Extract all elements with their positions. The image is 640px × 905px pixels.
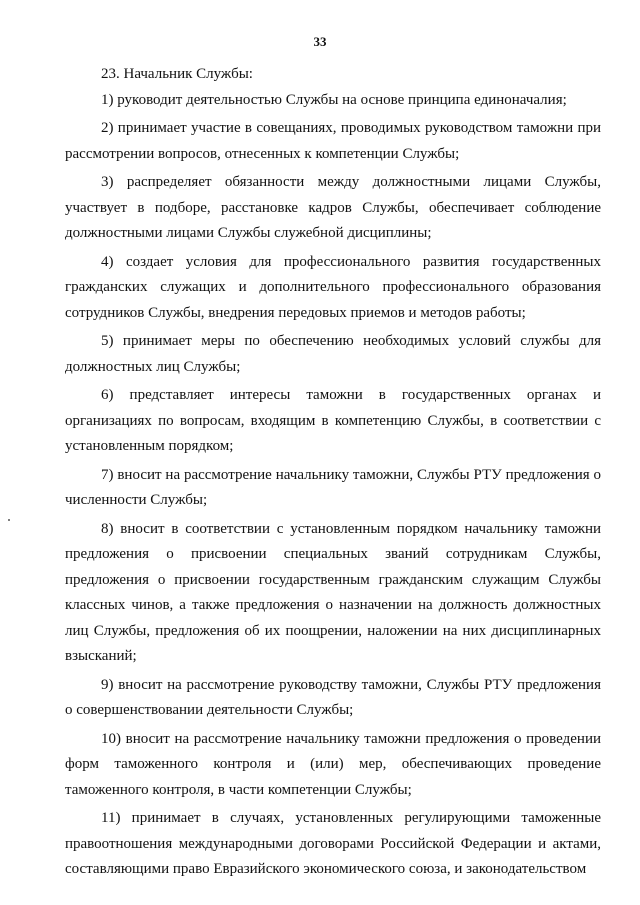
list-item-8: 8) вносит в соответствии с установленным порядком начальнику таможни предложения о присвоении специальных званий сотрудникам Службы, предложения о присвоении государственным гражданским служащим Службы классных чинов, а также предложения о назначении на должность должностных лиц Службы, предложения об их поощрении, наложении на них дисциплинарных взысканий; [65,520,601,664]
list-item-10: 10) вносит на рассмотрение начальнику таможни предложения о проведении форм таможенного контроля и (или) мер, обеспечивающих проведение таможенного контроля, в части компетенции Службы; [65,730,601,798]
list-item-4: 4) создает условия для профессионального развития государственных гражданских служащих и дополнительного профессионального образования сотрудников Службы, внедрения передовых приемов и методов работы; [65,253,601,321]
list-item-6: 6) представляет интересы таможни в государственных органах и организациях по вопросам, входящим в компетенцию Службы, в соответствии с установленным порядком; [65,387,601,454]
list-item-3: 3) распределяет обязанности между должностными лицами Службы, участвует в подборе, расстановке кадров Службы, обеспечивает соблюдение должностными лицами Службы служебной дисциплины; [65,174,601,241]
scan-speck [8,519,10,521]
document-body [65,62,601,886]
list-item-7: 7) вносит на рассмотрение начальнику таможни, Службы РТУ предложения о численности Службы; [65,466,601,508]
list-item-11: 11) принимает в случаях, установленных регулирующими таможенные правоотношения международными договорами Российской Федерации и актами, составляющими право Евразийского экономического союза, и законодательством [65,810,601,877]
list-item-5: 5) принимает меры по обеспечению необходимых условий службы для должностных лиц Службы; [65,333,601,375]
list-item-1: 1) руководит деятельностью Службы на основе принципа единоначалия; [101,91,567,108]
page-number: 33 [313,34,327,49]
list-item-9: 9) вносит на рассмотрение руководству таможни, Службы РТУ предложения о совершенствовании деятельности Службы; [65,676,601,718]
section-heading: 23. Начальник Службы: [101,66,253,82]
list-item-2: 2) принимает участие в совещаниях, проводимых руководством таможни при рассмотрении вопросов, отнесенных к компетенции Службы; [65,120,601,162]
